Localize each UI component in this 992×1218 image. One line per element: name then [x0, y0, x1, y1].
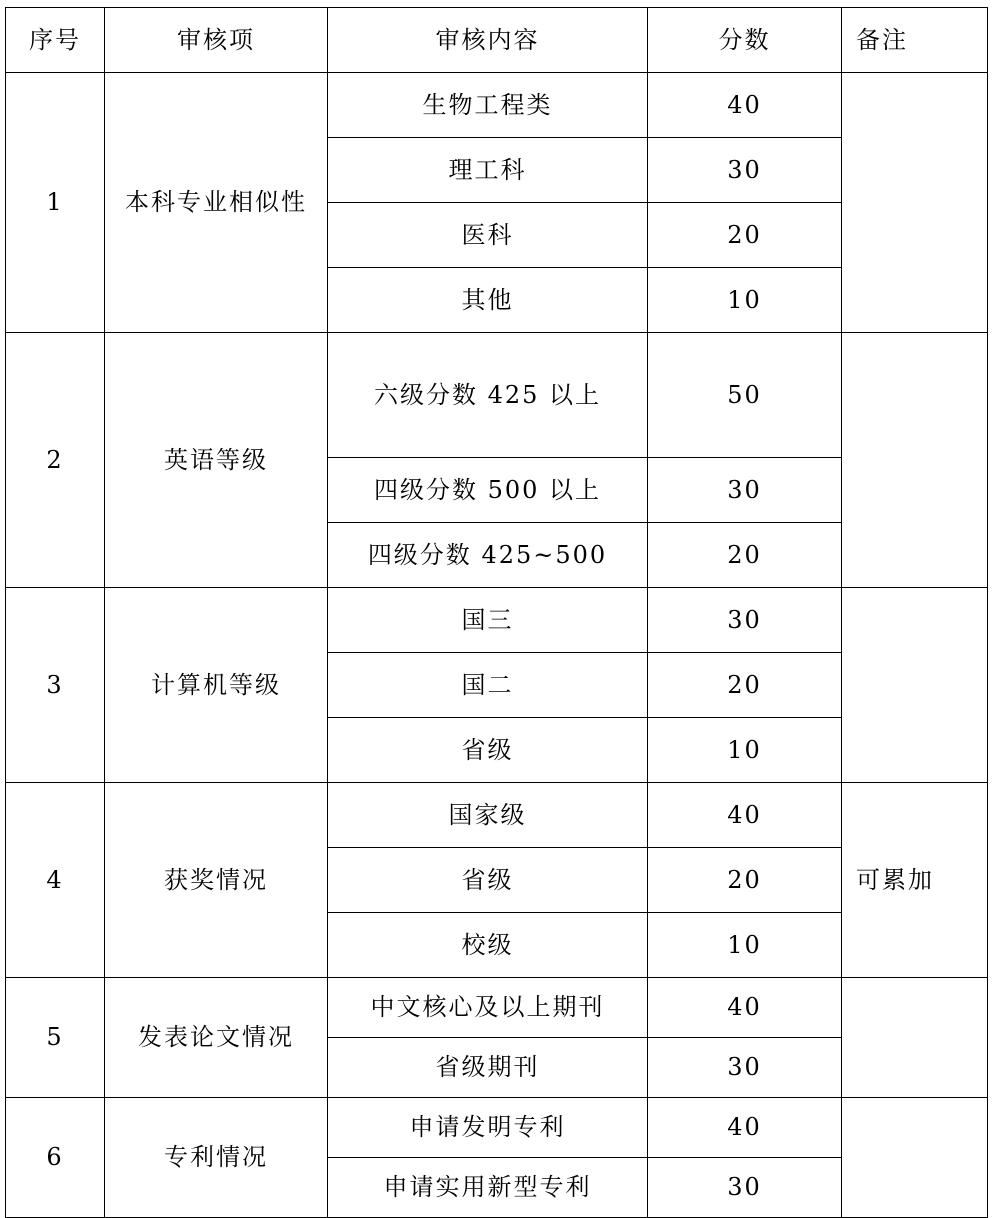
table-row: [6, 978, 988, 1038]
score-cell: 40: [648, 73, 842, 138]
table-header-row: [6, 8, 988, 73]
header-content: 审核内容: [328, 8, 648, 73]
content-cell: 申请发明专利: [328, 1098, 648, 1158]
group-3-item: 计算机等级: [105, 588, 328, 783]
score-cell: 20: [648, 848, 842, 913]
content-cell: 省级: [328, 718, 648, 783]
content-cell: 省级期刊: [328, 1038, 648, 1098]
content-cell: 国家级: [328, 783, 648, 848]
group-4-note: 可累加: [842, 783, 988, 978]
group-6-number: 6: [6, 1098, 105, 1218]
content-cell: 校级: [328, 913, 648, 978]
content-cell: 国三: [328, 588, 648, 653]
group-1-note: [842, 73, 988, 333]
score-cell: 10: [648, 913, 842, 978]
score-cell: 30: [648, 138, 842, 203]
header-no: 序号: [6, 8, 105, 73]
content-cell: 省级: [328, 848, 648, 913]
content-cell: 中文核心及以上期刊: [328, 978, 648, 1038]
group-5-item: 发表论文情况: [105, 978, 328, 1098]
score-cell: 40: [648, 978, 842, 1038]
score-cell: 30: [648, 1158, 842, 1218]
score-cell: 40: [648, 783, 842, 848]
table-row: [6, 73, 988, 138]
header-note: 备注: [842, 8, 988, 73]
content-cell: 国二: [328, 653, 648, 718]
group-2-item: 英语等级: [105, 333, 328, 588]
content-cell: 六级分数 425 以上: [328, 333, 648, 458]
content-cell: 生物工程类: [328, 73, 648, 138]
content-cell: 四级分数 425~500: [328, 523, 648, 588]
header-score: 分数: [648, 8, 842, 73]
table-row: [6, 333, 988, 458]
score-cell: 30: [648, 458, 842, 523]
group-4-number: 4: [6, 783, 105, 978]
score-cell: 20: [648, 523, 842, 588]
score-cell: 10: [648, 268, 842, 333]
content-cell: 四级分数 500 以上: [328, 458, 648, 523]
content-cell: 其他: [328, 268, 648, 333]
header-item: 审核项: [105, 8, 328, 73]
group-5-number: 5: [6, 978, 105, 1098]
table-row: [6, 1098, 988, 1158]
group-4-item: 获奖情况: [105, 783, 328, 978]
group-1-number: 1: [6, 73, 105, 333]
group-6-note: [842, 1098, 988, 1218]
group-3-note: [842, 588, 988, 783]
score-cell: 20: [648, 653, 842, 718]
content-cell: 理工科: [328, 138, 648, 203]
group-3-number: 3: [6, 588, 105, 783]
group-6-item: 专利情况: [105, 1098, 328, 1218]
group-2-number: 2: [6, 333, 105, 588]
score-cell: 50: [648, 333, 842, 458]
score-cell: 30: [648, 588, 842, 653]
score-cell: 40: [648, 1098, 842, 1158]
group-5-note: [842, 978, 988, 1098]
table-row: [6, 588, 988, 653]
score-cell: 30: [648, 1038, 842, 1098]
score-cell: 20: [648, 203, 842, 268]
content-cell: 医科: [328, 203, 648, 268]
group-2-note: [842, 333, 988, 588]
score-cell: 10: [648, 718, 842, 783]
review-criteria-table: [5, 7, 988, 1218]
group-1-item: 本科专业相似性: [105, 73, 328, 333]
content-cell: 申请实用新型专利: [328, 1158, 648, 1218]
table-row: [6, 783, 988, 848]
